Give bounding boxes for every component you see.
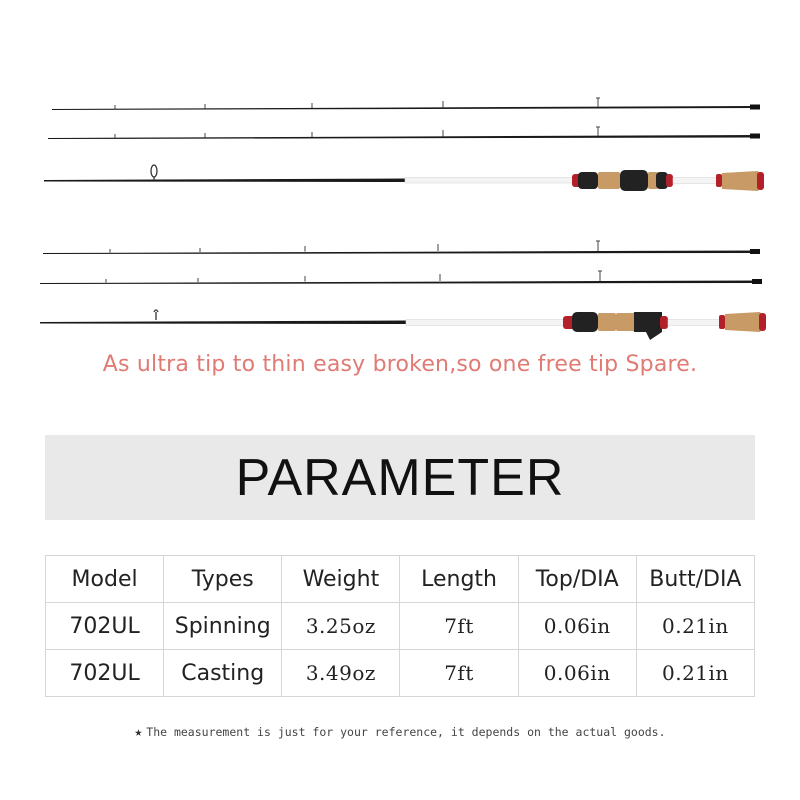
parameter-title: PARAMETER	[235, 448, 565, 507]
casting-rod-set	[40, 241, 766, 340]
spinning-tip-section-2	[48, 127, 760, 139]
star-icon: ★	[134, 725, 143, 740]
cell-weight: 3.49oz	[282, 650, 400, 697]
header-butt-dia: Butt/DIA	[636, 556, 754, 603]
header-weight: Weight	[282, 556, 400, 603]
note-text: The measurement is just for your reference, it depends on the actual goods.	[146, 725, 666, 739]
cell-butt-dia: 0.21in	[636, 603, 754, 650]
table-row	[46, 603, 755, 650]
parameter-banner	[45, 435, 755, 520]
tip-spare-caption: As ultra tip to thin easy broken,so one free tip Spare.	[102, 352, 698, 377]
cell-type: Casting	[164, 650, 282, 697]
header-length: Length	[400, 556, 518, 603]
cell-length: 7ft	[400, 603, 518, 650]
cell-weight: 3.25oz	[282, 603, 400, 650]
header-types: Types	[164, 556, 282, 603]
header-model: Model	[46, 556, 164, 603]
spec-table	[45, 555, 755, 697]
cell-model: 702UL	[46, 603, 164, 650]
cell-length: 7ft	[400, 650, 518, 697]
spinning-butt-section	[44, 165, 764, 191]
casting-butt-section	[40, 310, 766, 340]
table-row	[46, 650, 755, 697]
cell-top-dia: 0.06in	[518, 603, 636, 650]
header-top-dia: Top/DIA	[518, 556, 636, 603]
casting-tip-section-1	[43, 241, 760, 254]
table-header-row	[46, 556, 755, 603]
rods-illustration	[0, 0, 800, 345]
cell-top-dia: 0.06in	[518, 650, 636, 697]
cell-type: Spinning	[164, 603, 282, 650]
spinning-tip-section-1	[52, 98, 760, 110]
spinning-rod-set	[44, 98, 764, 191]
cell-butt-dia: 0.21in	[636, 650, 754, 697]
casting-tip-section-2	[40, 271, 762, 284]
measurement-note	[0, 725, 800, 740]
cell-model: 702UL	[46, 650, 164, 697]
